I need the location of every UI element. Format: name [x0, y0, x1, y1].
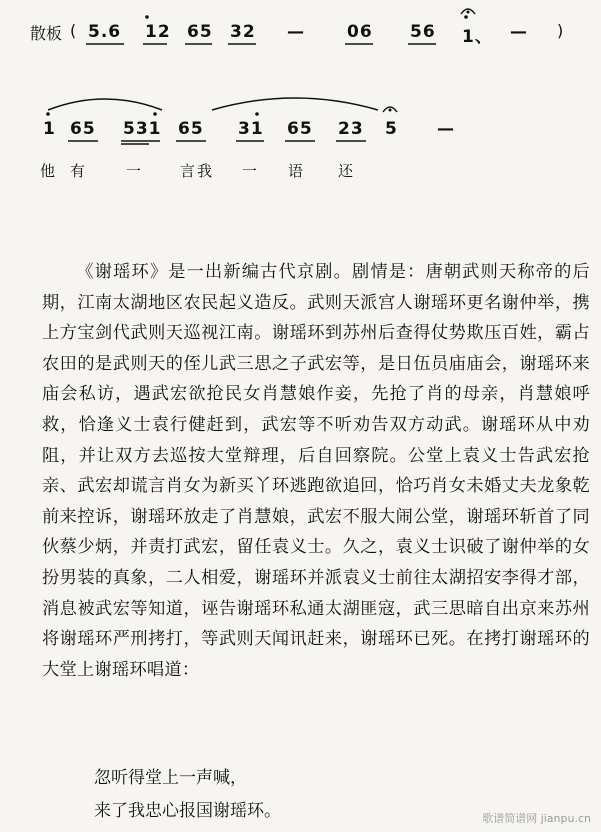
note-group: 65 — [70, 119, 96, 139]
fermata-dot — [389, 109, 392, 112]
note-group: 65 — [287, 119, 313, 139]
note-group: 1、 — [462, 27, 493, 47]
note-group: 06 — [347, 22, 373, 42]
watermark: 歌谱简谱网 jianpu.cn — [482, 812, 591, 825]
close-paren: ) — [557, 21, 564, 40]
note-group: 1 — [43, 119, 56, 139]
synopsis-paragraph: 《谢瑶环》是一出新编古代京剧。剧情是：唐朝武则天称帝的后期，江南太湖地区农民起义造反。武则天派宫人谢瑶环更名谢仲举，携上方宝剑代武则天巡视江南。谢瑶环到苏州后查得仗势欺压百姓，霸占农田的是武则天的侄儿武三思之子武宏等，是日伍员庙庙会，谢瑶环来庙会私访，遇武宏欲抢民女肖慧娘作妾，先抢了肖的母亲，肖慧娘呼救，恰逢义士袁行健赶到，武宏等不听劝告双方动武。谢瑶环从中劝阻，并让双方去巡按大堂辩理，后自回察院。公堂上袁义士告武宏抢亲、武宏却谎言肖女为新买丫环逃跑欲追回，恰巧肖女未婚丈夫龙象乾前来控诉，谢瑶环放走了肖慧娘，武宏不服大闹公堂，谢瑶环斩首了同伙蔡少炳，并责打武宏，留任袁义士。久之，袁义士识破了谢仲举的女扮男装的真象，二人相爱，谢瑶环并派袁义士前往太湖招安李得才部，消息被武宏等知道，诬告谢瑶环私通太湖匪寇，武三思暗自出京来苏州将谢瑶环严刑拷打，等武则天闻讯赶来，谢瑶环已死。在拷打谢瑶环的大堂上谢瑶环唱道： — [42, 262, 590, 680]
verse-line: 忽听得堂上一声喊， — [94, 768, 247, 788]
fermata-dot — [467, 11, 470, 14]
note-group: 12 — [145, 22, 171, 42]
octave-dot — [153, 112, 157, 116]
slur — [48, 99, 162, 110]
dash: — — [287, 22, 305, 42]
note-group: 5 — [385, 119, 398, 139]
lyric: 语 — [288, 162, 306, 180]
tempo-mark: 散板 — [30, 24, 63, 43]
lyric: 有 — [70, 162, 88, 180]
octave-dot — [464, 15, 468, 19]
dash: — — [437, 119, 455, 139]
slur — [212, 98, 378, 110]
octave-dot — [145, 15, 149, 19]
lyric: 一 — [242, 162, 260, 180]
dash: — — [510, 22, 528, 42]
open-paren: ( — [70, 21, 77, 40]
lyric: 还 — [338, 162, 356, 180]
note-group: 65 — [178, 119, 204, 139]
note-group: 31 — [238, 119, 264, 139]
lyric: 一 — [126, 162, 144, 180]
note-group: 65 — [187, 22, 213, 42]
octave-dot — [255, 112, 259, 116]
note-group: 531 — [123, 119, 162, 139]
note-group: 56 — [410, 22, 436, 42]
note-group: 5.6 — [88, 22, 122, 42]
octave-dot — [46, 112, 50, 116]
note-group: 23 — [338, 119, 364, 139]
lyric: 他 — [40, 162, 58, 180]
note-group: 32 — [230, 22, 256, 42]
lyric: 言我 — [180, 162, 215, 180]
verse-line: 来了我忠心报国谢瑶环。 — [94, 801, 281, 821]
